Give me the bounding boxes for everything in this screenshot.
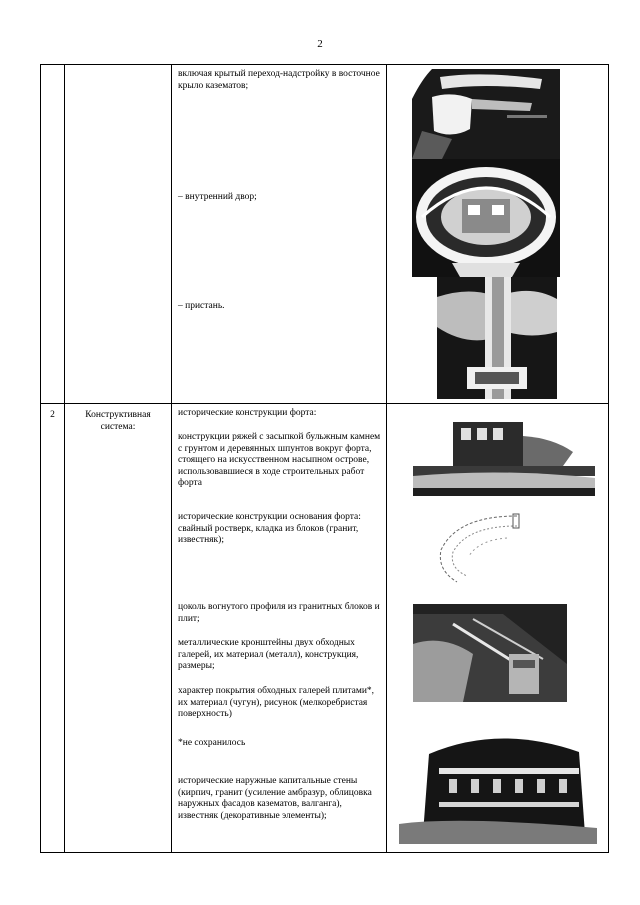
description-cell [172, 65, 387, 404]
description-text: – пристань. [178, 301, 225, 311]
description-text: включая крытый переход-надстройку в восточное крыло казематов; [178, 69, 380, 91]
description-text: исторические конструкции основания форта: свайный ростверк, кладка из блоков (гранит, известняк); [178, 512, 361, 545]
description-cell [172, 404, 387, 853]
description-text: – внутренний двор; [178, 192, 257, 202]
photo-historic-structure [413, 418, 595, 496]
table-row [41, 65, 609, 404]
row-number: 2 [50, 410, 55, 420]
description-text: *не сохранилось [178, 738, 246, 748]
description-text: цоколь вогнутого профиля из гранитных блоков и плит; [178, 602, 380, 624]
photo-inner-courtyard [412, 159, 560, 277]
row-number-cell [41, 65, 65, 404]
system-cell [65, 404, 172, 853]
photo-exterior-walls [399, 724, 597, 844]
description-text: конструкции ряжей с засыпкой бульжным камнем с грунтом и деревянных шпунтов вокруг форта, стоящего на искусственном насыпном острове, использовавшиеся в ходе строительных работ форта [178, 432, 381, 488]
photo-foundation-plan [427, 510, 527, 588]
photo-metal-brackets [413, 604, 567, 702]
page-number: 2 [317, 38, 323, 50]
row-number-cell [41, 404, 65, 853]
photo-cell [387, 404, 609, 853]
description-text: исторические наружные капитальные стены (кирпич, гранит (усиление амбразур, облицовка наружных фасадов казематов, валганга), известняк (декоративные элементы); [178, 776, 372, 821]
system-cell [65, 65, 172, 404]
system-label: Конструктивная система: [85, 410, 151, 432]
system-label [65, 65, 171, 71]
protection-subject-table [40, 64, 609, 853]
description-text: характер покрытия обходных галерей плитами*, их материал (чугун), рисунок (мелкоребристая поверхность) [178, 686, 375, 719]
photo-cell [387, 65, 609, 404]
description-text: металлические кронштейны двух обходных галерей, их материал (металл), конструкция, размеры; [178, 638, 359, 671]
table-row [41, 404, 609, 853]
photo-pier [437, 277, 557, 399]
photo-covered-passage [412, 69, 560, 159]
row-number [41, 65, 64, 71]
description-text: исторические конструкции форта: [178, 408, 317, 418]
